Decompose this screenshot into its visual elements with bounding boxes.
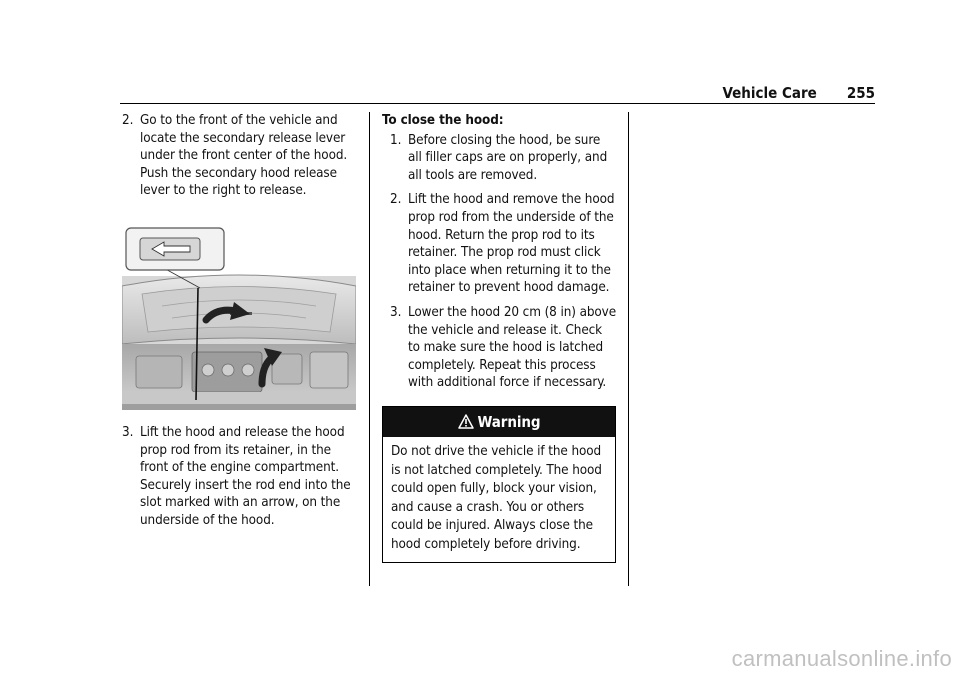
watermark: carmanualsonline.info bbox=[731, 646, 952, 671]
column-divider-right bbox=[628, 112, 629, 586]
warning-text: Do not drive the vehicle if the hood is not latched completely. The hood could open fully, block your vision, and cause a crash. You or others could be injured. Always close the hood completely before driving. bbox=[391, 443, 602, 552]
warning-triangle-icon bbox=[458, 409, 474, 439]
close-step-3: 3. Lower the hood 20 cm (8 in) above the vehicle and release it. Check to make sure the hood is latched completely. Repeat this process with additional force if necessary. bbox=[390, 304, 617, 391]
close-hood-heading: To close the hood: bbox=[382, 113, 504, 128]
close-step-1: 1. Before closing the hood, be sure all filler caps are on properly, and all tools are removed. bbox=[390, 132, 608, 183]
warning-header bbox=[383, 407, 615, 437]
hood-release-illustration bbox=[122, 224, 356, 410]
close-step-2: 2. Lift the hood and remove the hood prop rod from the underside of the hood. Return the prop rod to its retainer. The prop rod must click into place when returning it to the retainer to prevent hood damage. bbox=[390, 192, 615, 296]
column-left bbox=[122, 112, 358, 537]
column-divider-left bbox=[369, 112, 370, 586]
step-3-prop-rod: 3. Lift the hood and release the hood prop rod from its retainer, in the front of the engine compartment. Securely insert the rod end into the slot marked with an arrow, on the underside of the hood. bbox=[122, 424, 351, 528]
column-middle bbox=[382, 112, 617, 563]
step-2-release: 2. Go to the front of the vehicle and locate the secondary release lever under the front center of the hood. Push the secondary hood release lever to the right to release. bbox=[122, 113, 348, 199]
section-title: Vehicle Care bbox=[722, 84, 817, 102]
warning-box bbox=[382, 406, 616, 564]
warning-title: Warning bbox=[477, 412, 541, 431]
page-number: 255 bbox=[846, 84, 875, 102]
page-header bbox=[0, 84, 875, 102]
header-rule bbox=[120, 103, 875, 104]
